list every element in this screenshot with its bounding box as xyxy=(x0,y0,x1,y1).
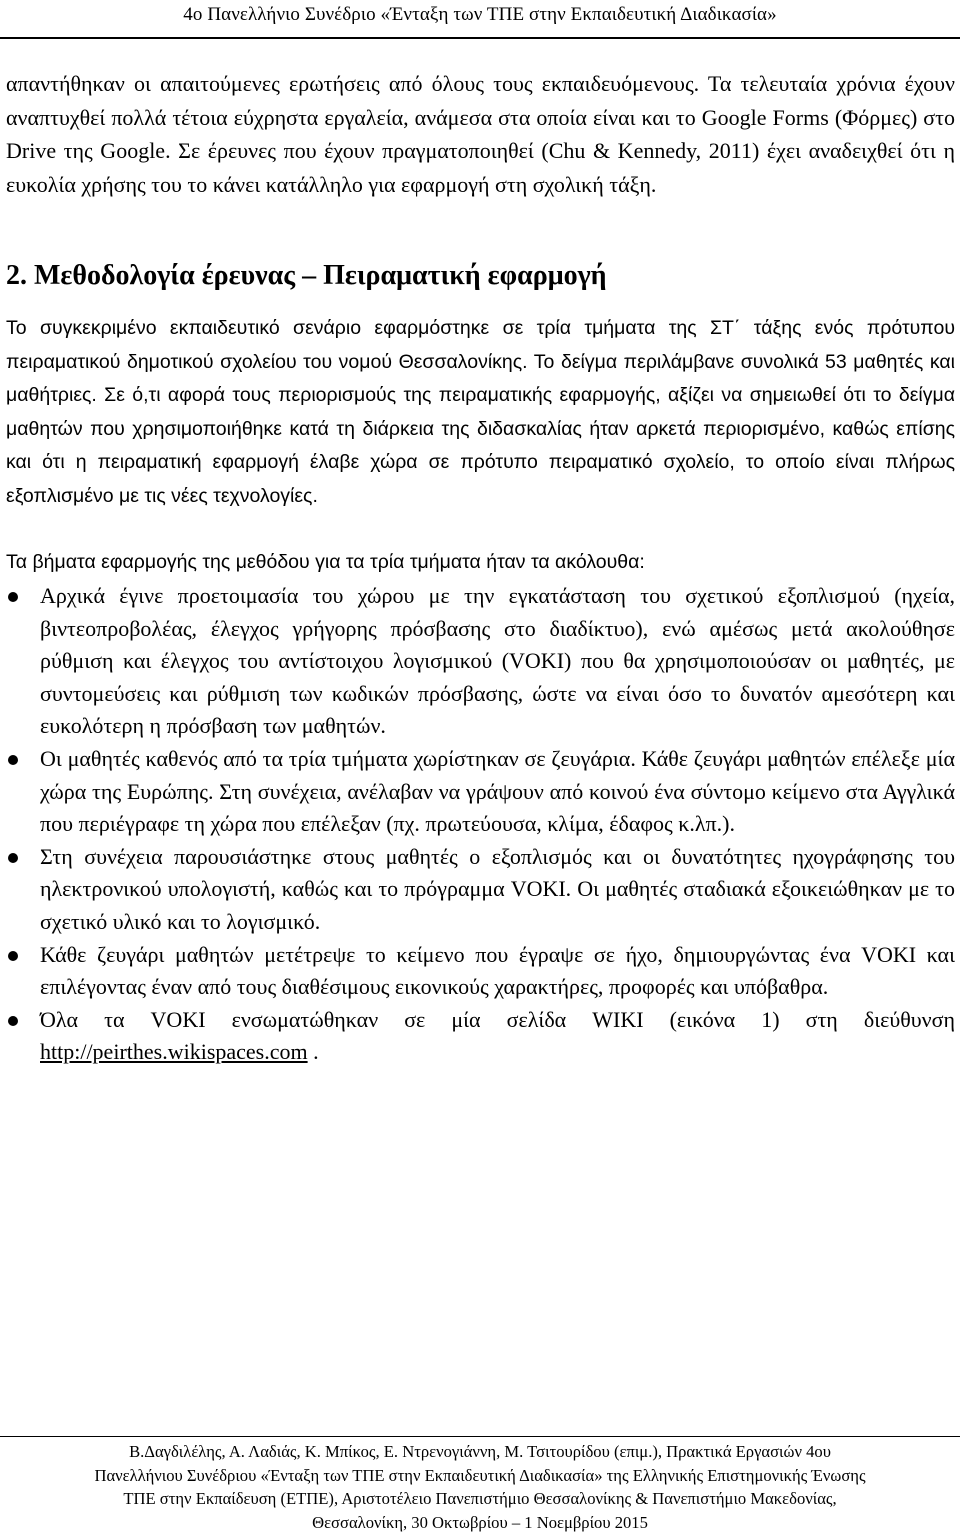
list-item-end: . xyxy=(307,1039,319,1065)
method-paragraph-text: Το συγκεκριμένο εκπαιδευτικό σενάριο εφαρμόστηκε σε τρία τμήματα της ΣΤ΄ τάξης ενός πρότυπου πειραματικού δημοτικού σχολείου του νομού Θεσσαλονίκης. Το δείγμα περιλάμβανε συνολικά 53 μαθητές και μαθήτριες. Σε ό,τι αφορά τους περιορισμούς της πειραματικής εφαρμογής, αξίζει να σημειωθεί ότι το δείγμα μαθητών που χρησιμοποιήθηκε κατά τη διάρκεια της διδασκαλίας ήταν αρκετά περιορισμένο, καθώς επίσης και ότι η πειραματική εφαρμογή έλαβε χώρα σε πρότυπο πειραματικό σχολείο, το οποίο είναι πλήρως εξοπλισμένο με τις νέες τεχνολογίες. xyxy=(6,317,955,507)
footer-line: Β.Δαγδιλέλης, Α. Λαδιάς, Κ. Μπίκος, Ε. Ντρενογιάννη, Μ. Τσιτουρίδου (επιμ.), Πρακτικά Εργασιών 4ου xyxy=(129,1442,831,1461)
method-paragraph xyxy=(6,312,955,513)
list-item-text: Κάθε ζευγάρι μαθητών μετέτρεψε το κείμενο που έγραψε σε ήχο, δημιουργώντας ένα VOKI και επιλέγοντας έναν από τους διαθέσιμους εικονικούς χαρακτήρες, προφορές και υπόβαθρα. xyxy=(40,941,955,1000)
list-item xyxy=(6,939,955,1004)
intro-paragraph xyxy=(6,67,955,201)
wiki-link[interactable]: http://peirthes.wikispaces.com xyxy=(40,1039,308,1065)
intro-paragraph-text: απαντήθηκαν οι απαιτούμενες ερωτήσεις από όλους τους εκπαιδευόμενους. Τα τελευταία χρόνια έχουν αναπτυχθεί πολλά τέτοια εύχρηστα εργαλεία, ανάμεσα στα οποία είναι και το Google Forms (Φόρμες) στο Drive της Google. Σε έρευνες που έχουν πραγματοποιηθεί (Chu & Kennedy, 2011) έχει αναδειχθεί ότι η ευκολία χρήσης του το κάνει κατάλληλο για εφαρμογή στη σχολική τάξη. xyxy=(6,71,955,197)
bullet-icon xyxy=(8,951,18,961)
list-item-text: Στη συνέχεια παρουσιάστηκε στους μαθητές ο εξοπλισμός και οι δυνατότητες ηχογράφησης του ηλεκτρονικού υπολογιστή, καθώς και το πρόγραμμα VOKI. Οι μαθητές σταδιακά εξοικειώθηκαν με το σχετικό υλικό και το λογισμικό. xyxy=(40,843,955,934)
bullet-icon xyxy=(8,853,18,863)
footer-line: Πανελλήνιου Συνέδριου «Ένταξη των ΤΠΕ στην Εκπαιδευτική Διαδικασία» της Ελληνικής Επιστημονικής Ένωσης xyxy=(94,1465,866,1485)
steps-intro-text: Τα βήματα εφαρμογής της μεθόδου για τα τρία τμήματα ήταν τα ακόλουθα: xyxy=(6,551,645,573)
footer-rule xyxy=(0,1436,960,1437)
steps-list xyxy=(6,580,955,1069)
bullet-icon xyxy=(8,755,18,765)
section-heading: 2. Μεθοδολογία έρευνας – Πειραματική εφαρμογή xyxy=(6,260,607,291)
list-item xyxy=(6,580,955,743)
list-item xyxy=(6,841,955,939)
running-header: 4ο Πανελλήνιο Συνέδριο «Ένταξη των ΤΠΕ στην Εκπαιδευτική Διαδικασία» xyxy=(183,4,777,25)
steps-intro xyxy=(6,546,955,580)
list-item xyxy=(6,743,955,841)
bullet-icon xyxy=(8,1016,18,1026)
list-item xyxy=(6,1004,955,1069)
header-rule xyxy=(0,37,960,39)
list-item-text: Αρχικά έγινε προετοιμασία του χώρου με την εγκατάσταση του σχετικού εξοπλισμού (ηχεία, βιντεοπροβολέας, έλεγχος γρήγορης πρόσβασης στο διαδίκτυο), ενώ αμέσως μετά ακολούθησε ρύθμιση και έλεγχος του αντίστοιχου λογισμικού (VOKI) που θα χρησιμοποιούσαν οι μαθητές, με συντομεύσεις και ρύθμιση των κωδικών πρόσβασης, ώστε να είναι όσο το δυνατόν αμεσότερη και ευκολότερη η πρόσβαση των μαθητών. xyxy=(40,583,955,739)
footer-line: Θεσσαλονίκη, 30 Οκτωβρίου – 1 Νοεμβρίου 2015 xyxy=(312,1512,648,1532)
page-footer xyxy=(0,1440,960,1534)
list-item-text: Οι μαθητές καθενός από τα τρία τμήματα χωρίστηκαν σε ζευγάρια. Κάθε ζευγάρι μαθητών επέλεξε μία χώρα της Ευρώπης. Στη συνέχεια, ανέλαβαν να γράψουν από κοινού ένα σύντομο κείμενο στα Αγγλικά που περιέγραφε τη χώρα που επέλεξαν (πχ. πρωτεύουσα, κλίμα, έδαφος κ.λπ.). xyxy=(40,745,955,837)
list-item-text: Όλα τα VOKI ενσωματώθηκαν σε μία σελίδα WIKI (εικόνα 1) στη διεύθυνση xyxy=(40,1006,955,1032)
footer-line: ΤΠΕ στην Εκπαίδευση (ΕΤΠΕ), Αριστοτέλειο Πανεπιστήμιο Θεσσαλονίκης & Πανεπιστήμιο Μακεδονίας, xyxy=(123,1489,837,1508)
bullet-icon xyxy=(8,592,18,602)
